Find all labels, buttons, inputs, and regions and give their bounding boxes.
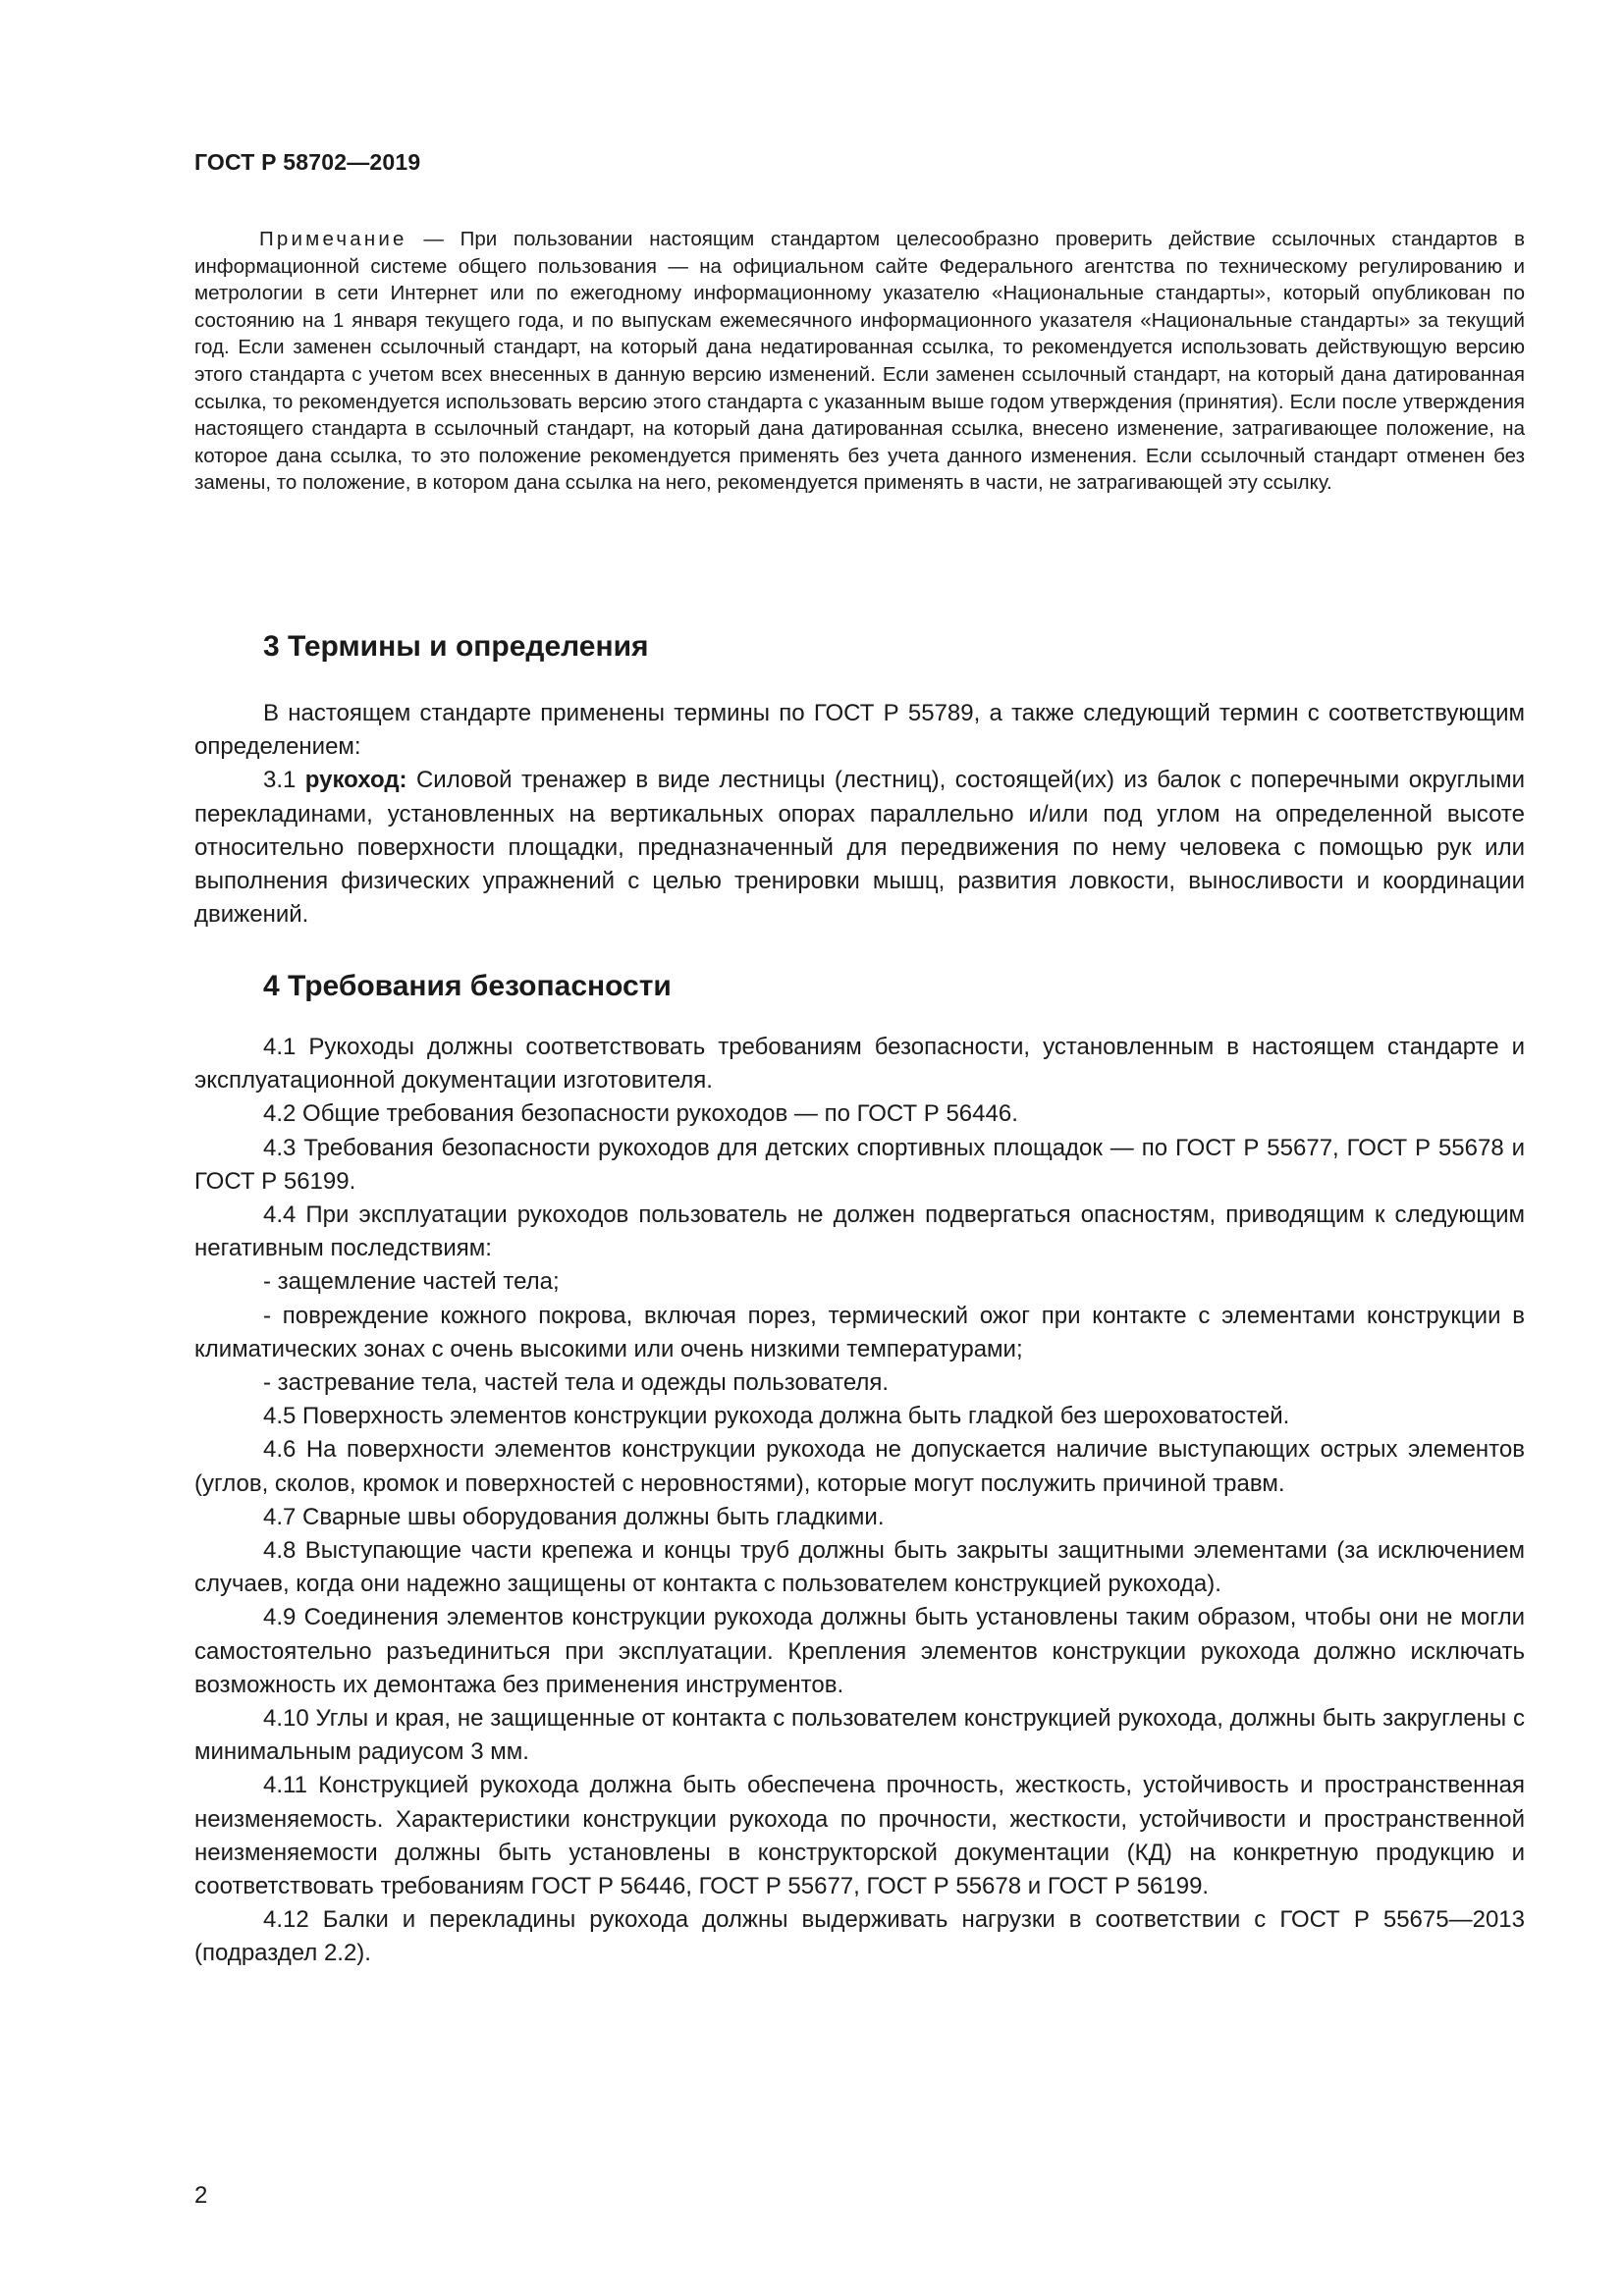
paragraph-4-4: 4.4 При эксплуатации рукоходов пользователь не должен подвергаться опасностям, приводящим к следующим негативным последствиям: [194,1201,1525,1262]
paragraph-4-3: 4.3 Требования безопасности рукоходов для детских спортивных площадок — по ГОСТ Р 55677, ГОСТ Р 55678 и ГОСТ Р 56199. [194,1134,1525,1195]
section-3-title: 3 Термины и определения [263,630,649,663]
term-number: 3.1 [263,767,305,794]
reference-note [194,226,1525,497]
paragraph-4-9: 4.9 Соединения элементов конструкции рукохода должны быть установлены таким образом, чтобы они не могли самостоятельно разъединиться при эксплуатации. Крепления элементов конструкции рукохода должно исключать возможность их демонтажа без применения инструментов. [194,1604,1525,1698]
term-name: рукоход: [304,767,407,794]
section-3-intro: В настоящем стандарте применены термины по ГОСТ Р 55789, а также следующий термин с соответствующим определением: [194,700,1525,761]
list-item: - застревание тела, частей тела и одежды пользователя. [263,1369,890,1397]
page-number: 2 [194,2182,208,2209]
section-4-body [194,1031,1525,1971]
paragraph-4-11: 4.11 Конструкцией рукохода должна быть обеспечена прочность, жесткость, устойчивость и пространственная неизменяемость. Характеристики конструкции рукохода по прочности, жесткости, устойчивости и пространственной неизменяемости должны быть установлены в конструкторской документации (КД) на конкретную продукцию и соответствовать требованиям ГОСТ Р 56446, ГОСТ Р 55677, ГОСТ Р 55678 и ГОСТ Р 56199. [194,1772,1525,1900]
section-3-body [194,697,1525,932]
note-text: — При пользовании настоящим стандартом целесообразно проверить действие ссылочных стандартов в информационной системе общего пользования — на официальном сайте Федерального агентства по техническому регулированию и метрологии в сети Интернет или по ежегодному информационному указателю «Национальные стандарты», который опубликован по состоянию на 1 января текущего года, и по выпускам ежемесячного информационного указателя «Национальные стандарты» за текущий год. Если заменен ссылочный стандарт, на который дана недатированная ссылка, то рекомендуется использовать действующую версию этого стандарта с учетом всех внесенных в данную версию изменений. Если заменен ссылочный стандарт, на который дана датированная ссылка, то рекомендуется использовать версию этого стандарта с указанным выше годом утверждения (принятия). Если после утверждения настоящего стандарта в ссылочный стандарт, на который дана датированная ссылка, внесено изменение, затрагивающее положение, на которое дана ссылка, то это положение рекомендуется применять без учета данного изменения. Если ссылочный стандарт отменен без замены, то положение, в котором дана ссылка на него, рекомендуется применять в части, не затрагивающей эту ссылку. [194,228,1525,495]
paragraph-4-12: 4.12 Балки и перекладины рукохода должны выдерживать нагрузки в соответствии с ГОСТ Р 55675—2013 (подраздел 2.2). [194,1906,1525,1967]
paragraph-4-8: 4.8 Выступающие части крепежа и концы труб должны быть закрыты защитными элементами (за исключением случаев, когда они надежно защищены от контакта с пользователем конструкцией рукохода). [194,1537,1525,1598]
paragraph-4-5: 4.5 Поверхность элементов конструкции рукохода должна быть гладкой без шероховатостей. [263,1403,1290,1430]
list-item: - повреждение кожного покрова, включая порез, термический ожог при контакте с элементами конструкции в климатических зонах с очень высокими или очень низкими температурами; [194,1302,1525,1362]
paragraph-4-2: 4.2 Общие требования безопасности рукоходов — по ГОСТ Р 56446. [263,1100,1018,1128]
standard-code-header: ГОСТ Р 58702—2019 [194,149,421,175]
paragraph-4-6: 4.6 На поверхности элементов конструкции рукохода не допускается наличие выступающих острых элементов (углов, сколов, кромок и поверхностей с неровностями), которые могут послужить причиной травм. [194,1436,1525,1497]
term-definition [194,764,1525,932]
note-label: Примечание [259,228,407,250]
paragraph-4-7: 4.7 Сварные швы оборудования должны быть гладкими. [263,1503,885,1530]
list-item: - защемление частей тела; [263,1268,560,1296]
paragraph-4-10: 4.10 Углы и края, не защищенные от контакта с пользователем конструкцией рукохода, должны быть закруглены с минимальным радиусом 3 мм. [194,1705,1525,1766]
paragraph-4-1: 4.1 Рукоходы должны соответствовать требованиям безопасности, установленным в настоящем стандарте и эксплуатационной документации изготовителя. [194,1034,1525,1095]
term-definition-text: Силовой тренажер в виде лестницы (лестниц), состоящей(их) из балок с поперечными округлыми перекладинами, установленных на вертикальных опорах параллельно и/или под углом на определенной высоте относительно поверхности площадки, предназначенный для передвижения по нему человека с помощью рук или выполнения физических упражнений с целью тренировки мышц, развития ловкости, выносливости и координации движений. [194,767,1526,929]
section-4-title: 4 Требования безопасности [263,970,672,1002]
